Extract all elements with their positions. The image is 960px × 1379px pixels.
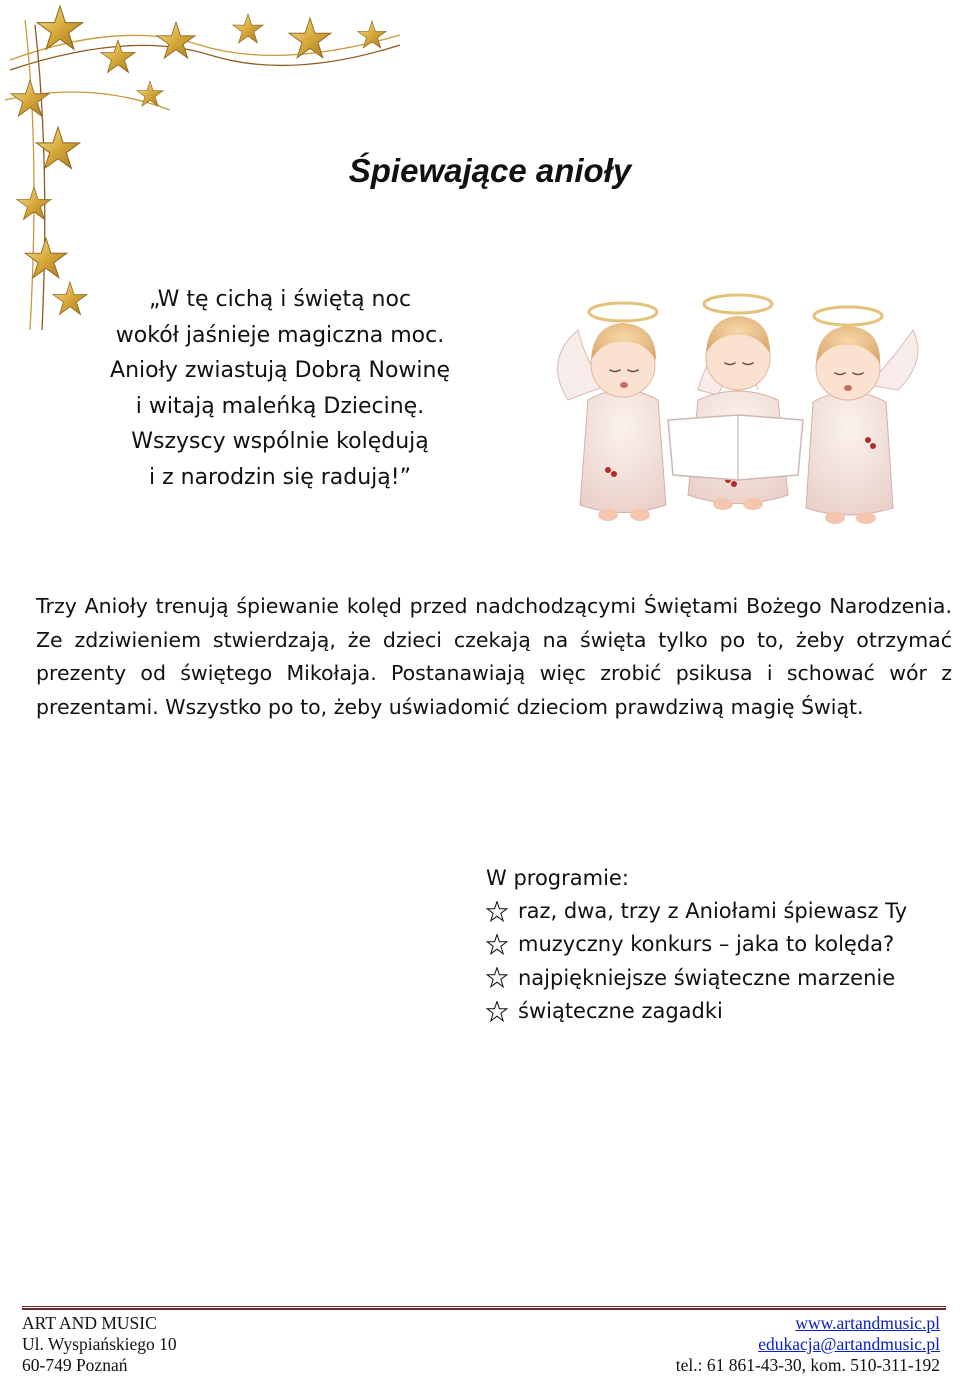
list-item <box>486 928 956 961</box>
program-item-text: muzyczny konkurs – jaka to kolęda? <box>518 932 895 957</box>
footer-address <box>22 1313 177 1376</box>
program-item-text: najpiękniejsze świąteczne marzenie <box>518 965 896 990</box>
poem <box>70 282 490 495</box>
footer-street: Ul. Wyspiańskiego 10 <box>22 1334 177 1354</box>
footer-divider <box>22 1306 946 1310</box>
footer-contact <box>676 1313 940 1376</box>
poem-line: wokół jaśnieje magiczna moc. <box>115 322 445 348</box>
star-bullet-icon <box>486 967 508 989</box>
star-bullet-icon <box>486 934 508 956</box>
poem-line: Anioły zwiastują Dobrą Nowinę <box>110 358 450 383</box>
poem-line: i z narodzin się radują!” <box>148 464 411 490</box>
page-title: Śpiewające anioły <box>348 152 632 189</box>
email-link[interactable]: edukacja@artandmusic.pl <box>758 1334 940 1354</box>
three-singing-angels-illustration <box>548 290 928 530</box>
program-item-text: świąteczne zagadki <box>518 998 723 1023</box>
description-paragraph: Trzy Anioły trenują śpiewanie kolęd przed nadchodzącymi Świętami Bożego Narodzenia. Ze zdziwieniem stwierdzają, że dzieci czekają na święta tylko po to, żeby otrzymać prezenty od świętego Mikołaja. Postanawiają więc zrobić psikusa i schować wór z prezentami. Wszystko po to, żeby uświadomić dzieciom prawdziwą magię Świąt. <box>36 594 952 720</box>
poem-line: Wszyscy wspólnie kolędują <box>131 429 429 454</box>
footer-phone: tel.: 61 861-43-30, kom. 510-311-192 <box>675 1355 940 1375</box>
footer-city: 60-749 Poznań <box>22 1355 128 1375</box>
program-item-text: raz, dwa, trzy z Aniołami śpiewasz Ty <box>518 899 908 923</box>
list-item <box>486 895 956 928</box>
program-title: W programie: <box>486 866 629 890</box>
footer-org: ART AND MUSIC <box>22 1313 157 1333</box>
poem-line: i witają maleńką Dziecinę. <box>135 393 425 419</box>
star-bullet-icon <box>486 1001 508 1023</box>
website-link[interactable]: www.artandmusic.pl <box>795 1313 940 1333</box>
list-item <box>486 962 956 995</box>
poem-line: „W tę cichą i świętą noc <box>148 287 412 312</box>
star-bullet-icon <box>486 901 508 923</box>
program-list <box>486 895 956 1028</box>
program-section <box>486 862 956 1028</box>
list-item <box>486 995 956 1028</box>
